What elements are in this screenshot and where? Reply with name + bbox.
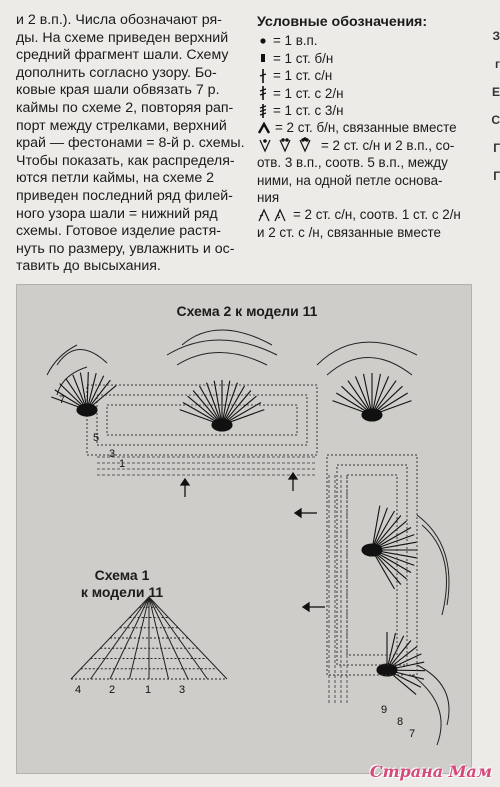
scheme1-row-number: 4 xyxy=(75,684,82,696)
legend-item-text: = 2 ст. с/н и 2 в.п., со- xyxy=(321,137,455,153)
instructions-line: средний фрагмент шали. Схему xyxy=(16,47,229,64)
cropped-letter: Г xyxy=(493,141,500,155)
cropped-letter: С xyxy=(491,113,500,127)
instructions-line: каймы по схеме 2, повторяя рап- xyxy=(16,99,234,116)
scheme2-row-number: 1 xyxy=(119,458,126,470)
instructions-line: ного узора шали = нижний ряд xyxy=(16,205,218,222)
fan-base xyxy=(362,544,382,556)
instructions-line: ковые края шали обвязать 7 р. xyxy=(16,82,220,99)
scheme1-row-number: 3 xyxy=(179,684,186,696)
double-crochet-icon xyxy=(257,67,269,84)
fan-base xyxy=(362,409,382,421)
scheme1-triangle xyxy=(71,597,227,679)
fan-base xyxy=(377,664,397,676)
cropped-column-text xyxy=(490,22,500,190)
scheme2-row-number: 7 xyxy=(409,728,416,740)
sc-together-icon xyxy=(257,119,271,136)
scheme2-right-border xyxy=(327,455,449,745)
fan-base xyxy=(212,419,232,431)
cropped-letter: Е xyxy=(491,85,500,99)
legend-item-text: и 2 ст. с /н, связанные вместе xyxy=(257,224,441,240)
legend-item-text: = 1 ст. с 2/н xyxy=(273,85,344,101)
legend-item xyxy=(257,67,479,84)
legend-item xyxy=(257,50,479,67)
legend-list xyxy=(257,32,479,241)
scheme2-title: Схема 2 к модели 11 xyxy=(176,303,318,319)
scheme2-row-number: 5 xyxy=(93,432,100,444)
triple-treble-icon xyxy=(257,102,269,119)
scheme2-row-number: 7 xyxy=(59,394,66,406)
legend-item xyxy=(257,189,479,206)
cropped-letter: г xyxy=(495,57,500,71)
instructions-line: ды. На схеме приведен верхний xyxy=(16,29,229,46)
instructions-line: порт между стрелками, верхний xyxy=(16,117,227,134)
crochet-chart-drawing xyxy=(17,285,473,775)
legend-item xyxy=(257,85,479,102)
legend-item-text: отв. 3 в.п., соотв. 5 в.п., между xyxy=(257,155,448,171)
legend-item xyxy=(257,154,479,171)
single-crochet-icon xyxy=(257,50,269,67)
fan-base xyxy=(77,404,97,416)
instructions-line: схемы. Готовое изделие растя- xyxy=(16,223,222,240)
scheme2-row-number: 8 xyxy=(397,716,404,728)
scheme1-row-number: 2 xyxy=(109,684,116,696)
legend-item-text: = 1 ст. б/н xyxy=(273,50,334,66)
scheme1-title-line2: к модели 11 xyxy=(80,584,164,600)
instructions-line: Чтобы показать, как распределя- xyxy=(16,152,235,169)
legend-item-text: = 2 ст. с/н, соотв. 1 ст. с 2/н xyxy=(293,207,461,223)
repeat-arrows xyxy=(181,473,325,611)
dot-chain-icon xyxy=(257,32,269,49)
scheme1-row-number: 1 xyxy=(145,684,152,696)
v-stitch-icon xyxy=(257,137,317,154)
legend-item xyxy=(257,224,479,241)
instructions-line: тавить до высыхания. xyxy=(16,258,161,275)
instructions-line: нуть по размеру, увлажнить и ос- xyxy=(16,240,235,257)
legend-item-text: ния xyxy=(257,190,280,206)
instructions-line: дополнить согласно узору. Бо- xyxy=(16,64,217,81)
dc-together-icon xyxy=(257,206,289,223)
instructions-line: край — фестонами = 8-й р. схемы. xyxy=(16,135,245,152)
legend-item-text: = 1 в.п. xyxy=(273,33,318,49)
legend-item xyxy=(257,137,479,154)
scheme2-filet-mesh xyxy=(97,457,347,705)
instructions-line: и 2 в.п.). Числа обозначают ря- xyxy=(16,12,222,28)
instructions-text xyxy=(16,12,248,276)
row-numbers xyxy=(59,394,415,740)
legend-title: Условные обозначения: xyxy=(257,14,428,30)
legend-item xyxy=(257,32,479,49)
legend-block xyxy=(257,14,479,241)
treble-crochet-icon xyxy=(257,85,269,102)
legend-item xyxy=(257,119,479,136)
crochet-diagram-panel xyxy=(16,284,472,774)
instructions-line: приведен последний ряд филей- xyxy=(16,187,233,204)
scheme2-row-number: 9 xyxy=(381,704,388,716)
legend-item xyxy=(257,206,479,223)
legend-item-text: = 1 ст. с 3/н xyxy=(273,103,344,119)
legend-item-text: ними, на одной петле основа- xyxy=(257,172,443,188)
legend-item-text: = 2 ст. б/н, связанные вместе xyxy=(275,120,457,136)
cropped-letter: З xyxy=(492,29,500,43)
scheme2-row-number: 3 xyxy=(109,448,116,460)
cropped-letter: Г xyxy=(493,169,500,183)
scheme1-title-line1: Схема 1 xyxy=(94,567,150,583)
watermark-logo: Страна Мам xyxy=(369,762,492,781)
scheme2-top-border xyxy=(47,330,417,455)
legend-item xyxy=(257,172,479,189)
legend-item-text: = 1 ст. с/н xyxy=(273,68,333,84)
legend-item xyxy=(257,102,479,119)
instructions-line: ются петли каймы, на схеме 2 xyxy=(16,170,215,187)
